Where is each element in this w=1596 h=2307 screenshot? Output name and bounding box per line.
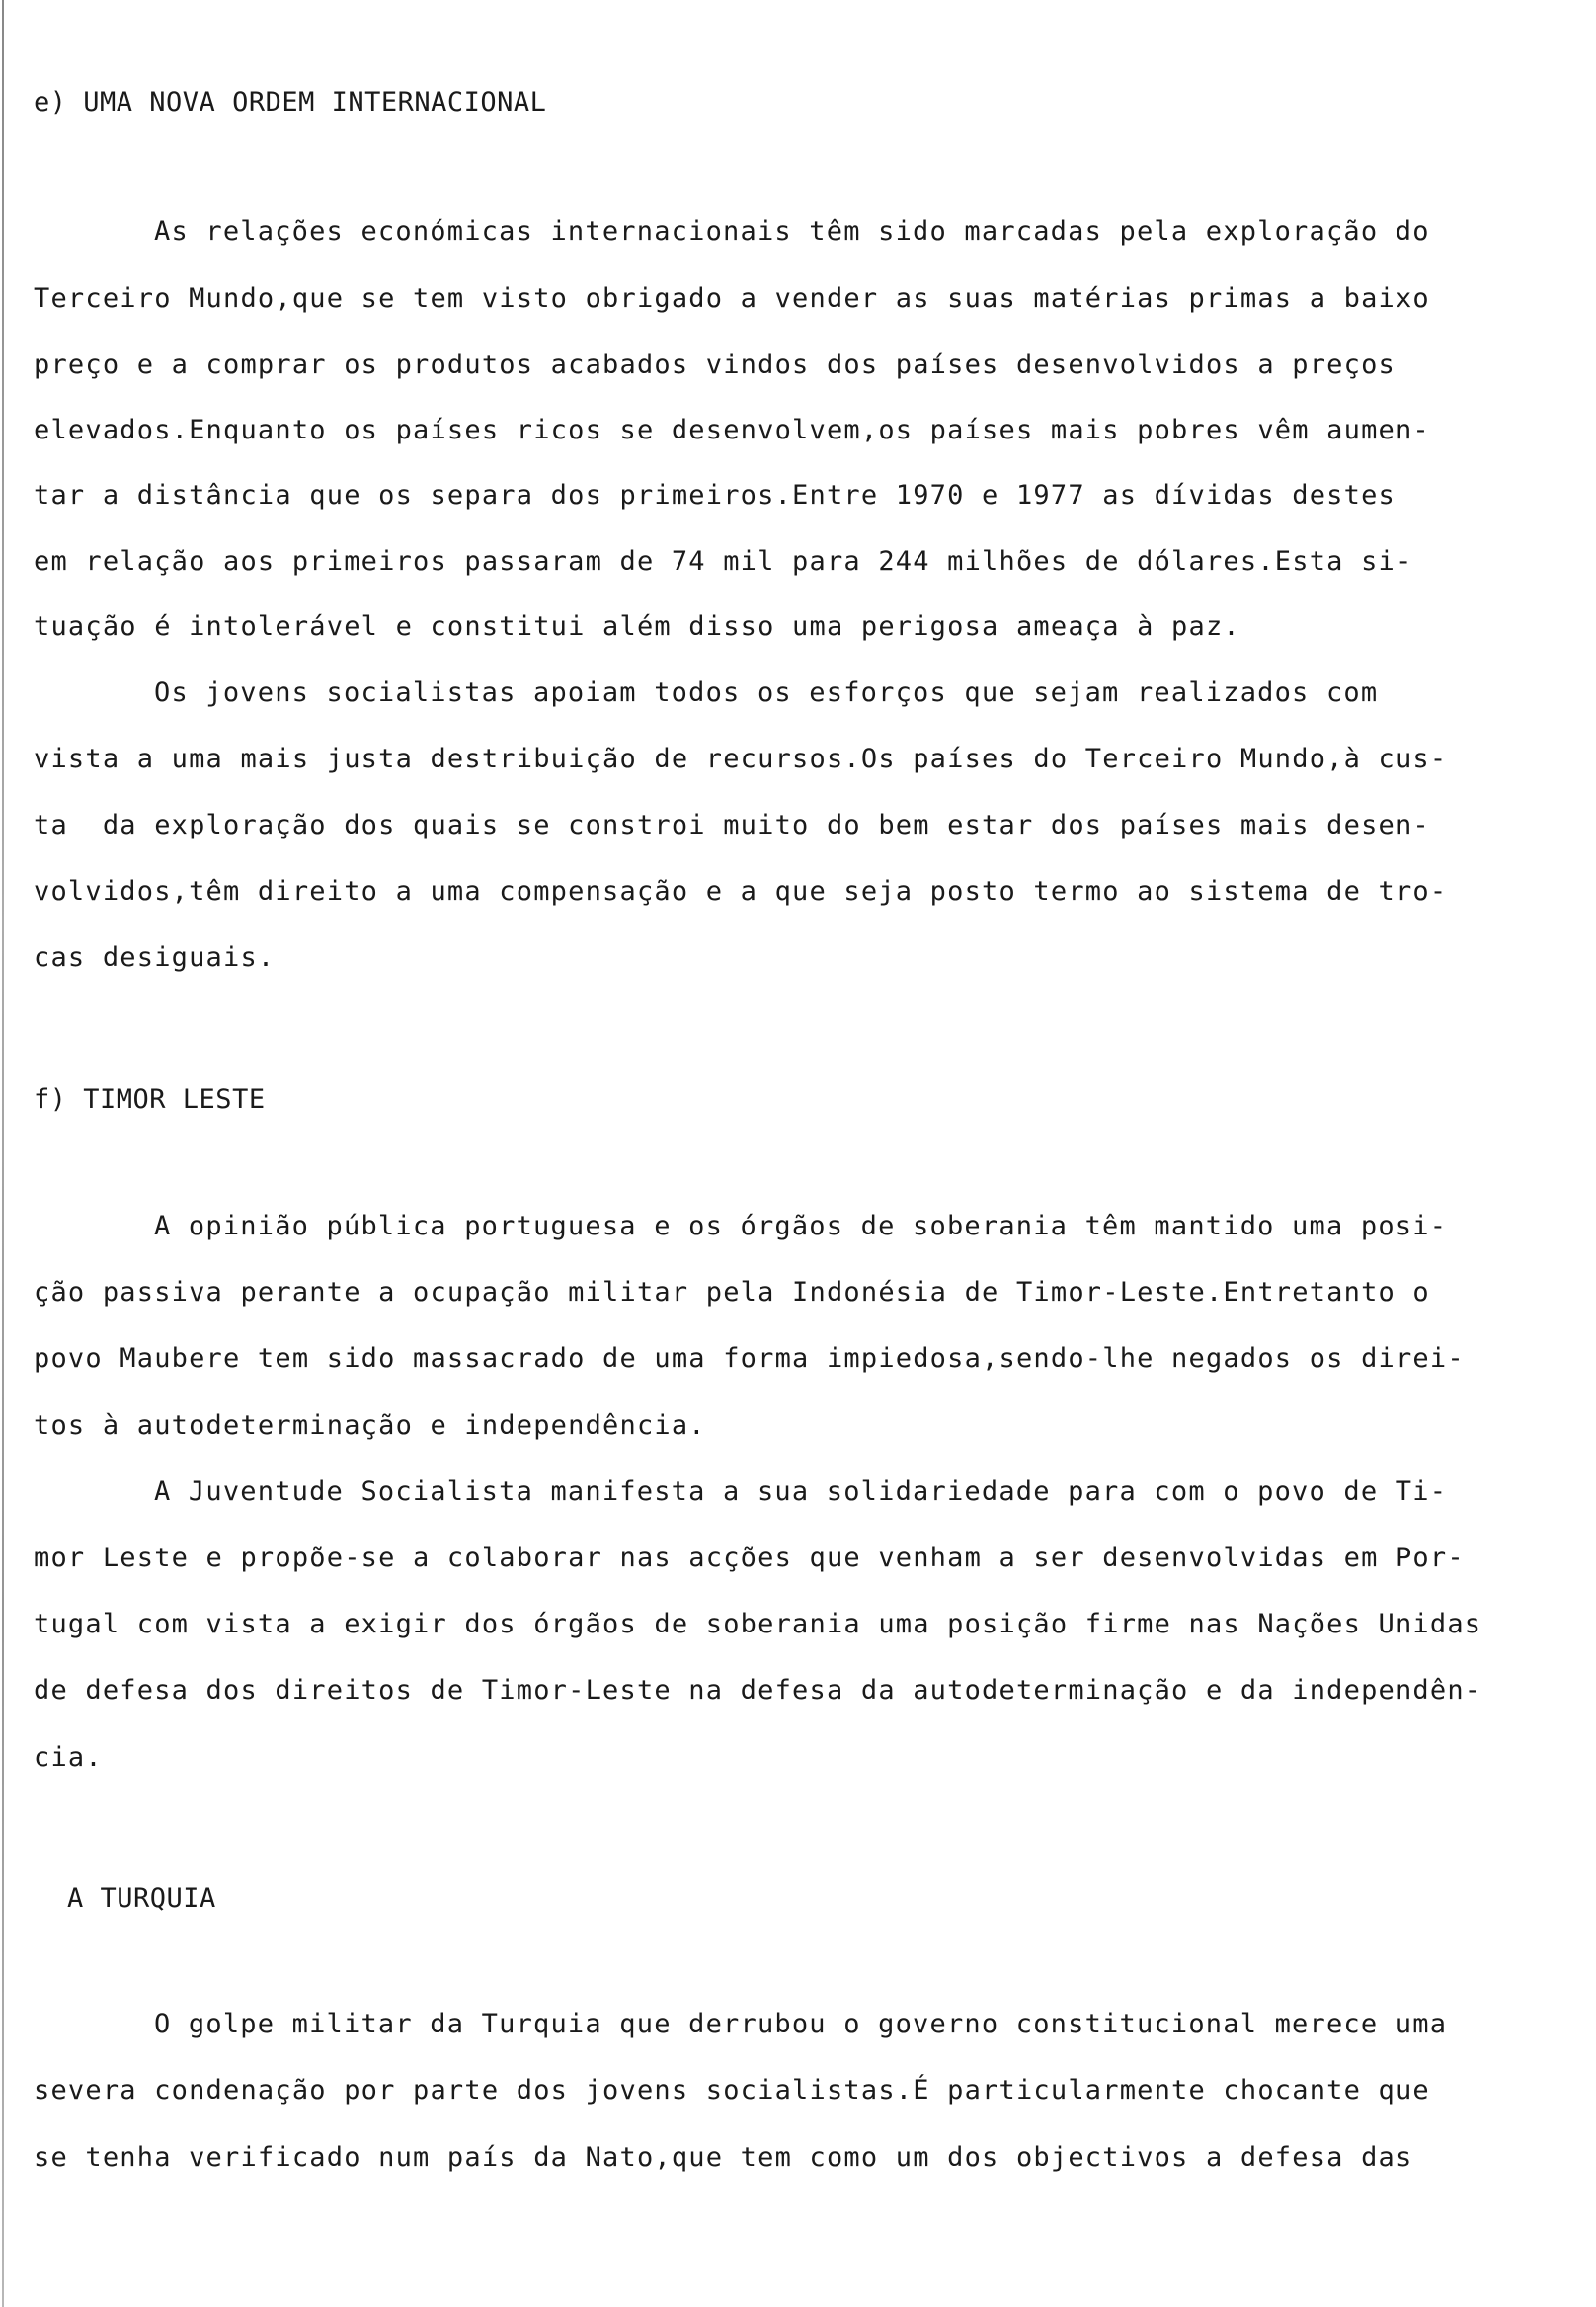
paragraph-line: As relações económicas internacionais têm sido marcadas pela exploração do — [154, 216, 1430, 247]
paragraph-line: severa condenação por parte dos jovens socialistas.É particularmente chocante que — [34, 2075, 1430, 2106]
paragraph-line: de defesa dos direitos de Timor-Leste na defesa da autodeterminação e da independên- — [34, 1675, 1482, 1706]
paragraph-line: Os jovens socialistas apoiam todos os esforços que sejam realizados com — [154, 677, 1379, 708]
paragraph-line: preço e a comprar os produtos acabados vindos dos países desenvolvidos a preços — [34, 350, 1396, 380]
paragraph-line: vista a uma mais justa destribuição de recursos.Os países do Terceiro Mundo,à cus- — [34, 744, 1448, 774]
section-heading-e: e) UMA NOVA ORDEM INTERNACIONAL — [34, 87, 547, 118]
paragraph-line: cia. — [34, 1742, 103, 1773]
paragraph-line: A Juventude Socialista manifesta a sua solidariedade para com o povo de Ti- — [154, 1476, 1448, 1507]
paragraph-line: em relação aos primeiros passaram de 74 mil para 244 milhões de dólares.Esta si- — [34, 546, 1413, 577]
paragraph-line: mor Leste e propõe-se a colaborar nas acções que venham a ser desenvolvidas em Por- — [34, 1543, 1465, 1573]
paragraph-line: tar a distância que os separa dos primeiros.Entre 1970 e 1977 as dívidas destes — [34, 480, 1396, 511]
paragraph-line: povo Maubere tem sido massacrado de uma forma impiedosa,sendo-lhe negados os direi- — [34, 1343, 1465, 1374]
paragraph-line: elevados.Enquanto os países ricos se desenvolvem,os países mais pobres vêm aumen- — [34, 415, 1430, 445]
paragraph-line: ção passiva perante a ocupação militar pela Indonésia de Timor-Leste.Entretanto o — [34, 1277, 1430, 1308]
paragraph-line: A opinião pública portuguesa e os órgãos de soberania têm mantido uma posi- — [154, 1211, 1448, 1241]
paragraph-line: tugal com vista a exigir dos órgãos de soberania uma posição firme nas Nações Unidas — [34, 1609, 1482, 1639]
paragraph-line: se tenha verificado num país da Nato,que tem como um dos objectivos a defesa das — [34, 2142, 1413, 2173]
paragraph-line: tuação é intolerável e constitui além disso uma perigosa ameaça à paz. — [34, 611, 1240, 642]
section-heading-turquia: A TURQUIA — [67, 1883, 216, 1914]
paragraph-line: cas desiguais. — [34, 942, 276, 973]
paragraph-line: ta da exploração dos quais se constroi muito do bem estar dos países mais desen- — [34, 810, 1430, 840]
paragraph-line: Terceiro Mundo,que se tem visto obrigado a vender as suas matérias primas a baixo — [34, 283, 1430, 314]
section-heading-f: f) TIMOR LESTE — [34, 1084, 266, 1115]
paragraph-line: O golpe militar da Turquia que derrubou o governo constitucional merece uma — [154, 2009, 1448, 2039]
paragraph-line: volvidos,têm direito a uma compensação e a que seja posto termo ao sistema de tro- — [34, 876, 1448, 907]
paragraph-line: tos à autodeterminação e independência. — [34, 1410, 706, 1441]
page-edge-line — [2, 0, 4, 2307]
